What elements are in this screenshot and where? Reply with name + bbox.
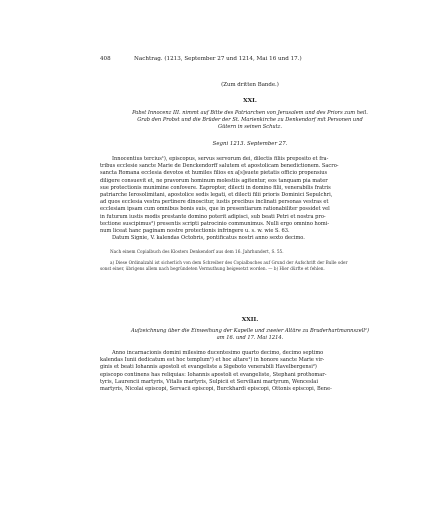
- doc1-body-line: sancta Romana ecclesia devotos et humiles filios ex a[s]suete pietatis officio propensius: [100, 170, 328, 177]
- doc2-body-line: Anno incarnacionis domini milesimo ducentesimo quarto decimo, decimo septimo: [112, 350, 324, 356]
- doc2-body: [100, 350, 400, 393]
- doc1-source: [100, 249, 400, 255]
- doc2-summary-line: am 16. und 17. Mai 1214.: [216, 335, 284, 342]
- doc1-footnote-line: a) Diese Ordinalzahl ist sicherlich von dem Schreiber des Copialbuches auf Grund der Aufschrift der Bulle oder: [110, 260, 348, 265]
- doc2-body-line: kalendas Iunii dedicatum est hoc templum¹) et hoc altare¹) in honore sancte Marie vir-: [100, 357, 325, 364]
- doc1-number: XXI.: [243, 98, 257, 104]
- doc2-number: XXII.: [241, 317, 259, 323]
- doc1-summary-line: Pabst Innocenz III. nimmt auf Bitte des Patriarchen von Jerusalem und des Priors zum heil.: [132, 110, 368, 116]
- doc1-body-line: tectione suscipimus²) presentis scripti patrocinio communimus. Nulli ergo omnino homi-: [100, 220, 330, 227]
- doc1-summary-line: Gütern in seinen Schutz.: [218, 124, 282, 131]
- doc1-summary: [100, 110, 400, 132]
- running-head: [100, 56, 400, 62]
- doc1-body: [100, 156, 400, 242]
- doc2-body-line: episcopo continens has reliquias: Iohannis apostoli et evangeliste, Stephani prothomar-: [100, 371, 327, 378]
- doc2-body-line: tyris, Laurencii martyris, Vitalis martyris, Sulpicii et Serviliani martyrum, Wenceslai: [100, 378, 318, 385]
- page-number: 408: [100, 56, 111, 62]
- doc2-summary: [100, 328, 400, 342]
- doc1-body-line: Datum Signie, V. kalendas Octobris, pontificatus nostri anno sexto decimo.: [112, 235, 305, 242]
- doc1-body-line: Innocentius tercius¹), episcopus, servus servorum dei, dilectis filiis preposito et fra-: [112, 156, 329, 162]
- doc1-body-line: ecclesiam ipsam cum omnibus bonis suis, que in presentiarum rationabiliter possidet vel: [100, 206, 330, 213]
- doc1-body-line: patriarche Ierosolimitani, apostolice sedis legati, et dilecti filii prioris Dominici Sepulchri,: [100, 191, 333, 198]
- doc1-body-line: num liceat hanc paginam nostre protectionis infringere u. s. w. wie S. 63.: [100, 227, 290, 234]
- volume-note: (Zum dritten Bande.): [221, 82, 279, 88]
- running-head-title: Nachtrag. (1213, September 27 und 1214, Mai 16 und 17.): [134, 56, 302, 62]
- doc1-body-line: tribus ecclesie sancte Marie de Denckendorff salutem et apostolicam benedictionem. Sacro-: [100, 163, 339, 170]
- doc1-body-line: diligere consuevit et, ne pravorum hominum molestiis agitentur, eos tanquam pia mater: [100, 177, 328, 184]
- doc1-footnotes: [100, 260, 400, 271]
- doc2-summary-line: Aufzeichnung über die Einweihung der Kapelle und zweier Altäre zu Bruderhartmannszell¹): [130, 328, 370, 334]
- doc1-dateline: Segni 1213. September 27.: [212, 141, 288, 147]
- doc1-footnote-line: sonst einer, übrigens allem nach begründeten Vermuthung beigesetzt worden. — b) Hier dürfte et fehlen.: [100, 265, 325, 271]
- doc1-body-line: sue protectionis munimine confovere. Eapropter, dilecti in domino filii, venerabilis fratris: [100, 184, 331, 191]
- doc1-body-line: ad quos ecclesia vestra pertinere dinoscitur, iustis precibus inclinati personas vestras et: [100, 199, 329, 206]
- doc1-summary-line: Grab den Probst und die Brüder der St. Marienkirche zu Denkendorf mit Personen und: [137, 117, 363, 124]
- doc2-body-line: martyris, Nicolai episcopi, Servacii episcopi, Burckhardi episcopi, Ottonis episcopi, Bene-: [100, 385, 332, 392]
- doc1-body-line: in futurum iustis modis prestante domino poterit adipisci, sub beati Petri et nostra pro-: [100, 213, 326, 220]
- doc1-source-line: Nach einem Copialbuch des Klosters Denkendorf aus dem 16. Jahrhundert, S. 55.: [110, 249, 284, 254]
- doc2-body-line: ginis et beati Iohannis apostoli et evangeliste a Sigeboto venerabili Havelbergensi²): [100, 364, 317, 371]
